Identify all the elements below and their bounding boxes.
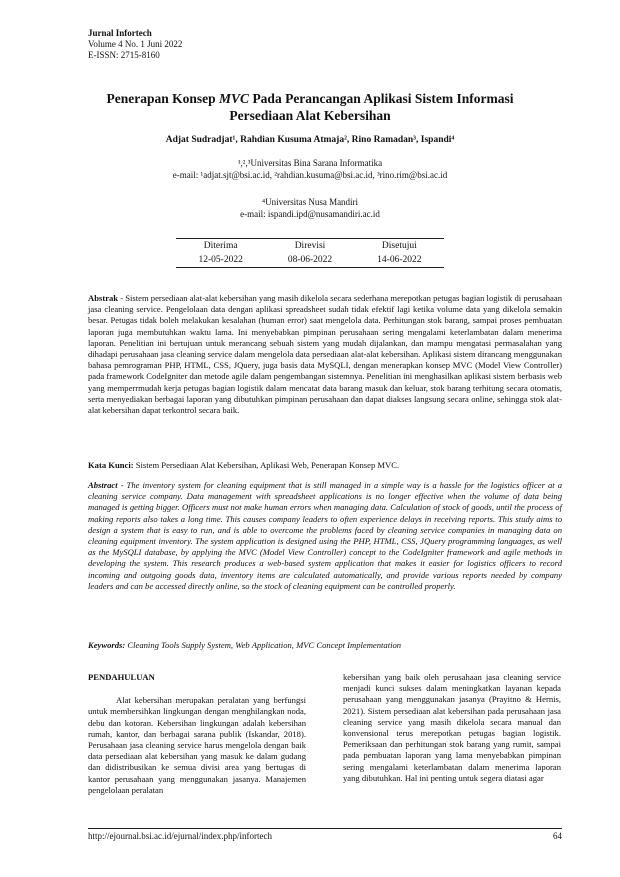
date-revised: 08-06-2022 bbox=[287, 255, 333, 265]
date-header-approved: Disetujui bbox=[381, 241, 417, 251]
affiliation-2 bbox=[60, 196, 560, 220]
affiliation-1-email: e-mail: ¹adjat.sjt@bsi.ac.id, ²rahdian.kusuma@bsi.ac.id, ³rino.rim@bsi.ac.id bbox=[172, 170, 448, 180]
date-approved: 14-06-2022 bbox=[377, 255, 422, 265]
kata-kunci-text: Sistem Persediaan Alat Kebersihan, Aplikasi Web, Penerapan Konsep MVC. bbox=[133, 460, 400, 470]
journal-issn: E-ISSN: 2715-8160 bbox=[88, 50, 160, 60]
page-footer bbox=[88, 828, 562, 841]
affiliation-2-name: ⁴Universitas Nusa Mandiri bbox=[261, 197, 359, 207]
title-part-1: Penerapan Konsep bbox=[106, 91, 220, 106]
affiliation-2-email: e-mail: ispandi.ipd@nusamandiri.ac.id bbox=[240, 209, 380, 219]
body-paragraph-left: Alat kebersihan merupakan peralatan yang berfungsi untuk membersihkan lingkungan dengan menghilangkan noda, debu dan kotoran. Kebersihan lingkungan adalah kebersihan rumah, kantor, dan berbagai sarana publik (Iskandar, 2018). Perusahaan jasa cleaning service harus mengelola dengan baik data persediaan alat kebersihan yang masuk ke dalam gudang dan didistribusikan ke semua divisi area yang bertugas di kantor perusahaan yang menggunakan jasanya. Manajemen pengelolaan peralatan bbox=[88, 695, 306, 795]
title-part-2: Pada Perancangan Aplikasi Sistem Informasi Persediaan Alat Kebersihan bbox=[229, 91, 514, 123]
affiliation-1 bbox=[60, 157, 560, 181]
body-column-right bbox=[343, 672, 561, 784]
journal-volume: Volume 4 No. 1 Juni 2022 bbox=[88, 39, 183, 49]
author-list: Adjat Sudradjat¹, Rahdian Kusuma Atmaja², Rino Ramadan³, Ispandi⁴ bbox=[165, 135, 455, 145]
affiliation-1-name: ¹,²,³Universitas Bina Sarana Informatika bbox=[237, 158, 383, 168]
abstrak-text: - Sistem persediaan alat-alat kebersihan yang masih dikelola secara sederhana merepotkan petugas bagian logistik di perusahaan jasa cleaning service. Pengelolaan data dengan aplikasi spreadsheet sudah tidak efektif lagi ketika volume data yang dikelola semakin besar. Petugas tidak boleh melakukan kesalahan (human error) saat mengelola data. Perhitungan stok barang, sampai proses pembuatan laporan juga membutuhkan waktu lama. Ini menyebabkan pimpinan perusahaan sering mengalami keterlambatan dalam menerima laporan. Penelitian ini bertujuan untuk merancang sebuah sistem yang mudah dijalankan, dan mampu mengatasi permasalahan yang dihadapi perusahaan jasa cleaning service dalam mengelola data persediaan alat-alat kebersihan. Aplikasi sistem dirancang menggunakan bahasa pemrograman PHP, HTML, CSS, JQuery, juga basis data MySQLI, dengan menerapkan konsep MVC (Model View Controller) pada framework CodeIgniter dan metode agile dalam pengembangan sistemnya. Penelitian ini menghasilkan aplikasi sistem berbasis web yang memperrmudah kerja petugas bagian logistik dalam mencatat data barang masuk dan keluar, stok barang terhitung secara otomatis, serta menyediakan berbagai laporan yang dibutuhkan pimpinan perusahaan dan dapat diakses langsung secara online, sehingga stok alat-alat kebersihan dapat terkontrol secara baik. bbox=[88, 293, 562, 416]
paper-title bbox=[80, 90, 540, 124]
date-received: 12-05-2022 bbox=[198, 255, 243, 265]
page-number: 64 bbox=[553, 831, 562, 841]
journal-header bbox=[88, 28, 182, 61]
section-heading: PENDAHULUAN bbox=[88, 672, 155, 682]
body-column-left bbox=[88, 672, 306, 796]
footer-url[interactable]: http://ejournal.bsi.ac.id/ejurnal/index.php/infortech bbox=[88, 831, 272, 841]
date-header-received: Diterima bbox=[203, 241, 238, 251]
keywords-label: Keywords: bbox=[88, 640, 126, 650]
journal-name: Jurnal Infortech bbox=[88, 28, 152, 38]
abstract-label: Abstract bbox=[88, 480, 118, 490]
body-paragraph-right: kebersihan yang baik oleh perusahaan jasa cleaning service menjadi kunci sukses dalam meningkatkan layanan kepada perusahaan yang menggunakan jasanya (Prayitno & Hernis, 2021). Sistem persediaan alat kebersihan pada perusahaan jasa cleaning service yang masih dikelola secara manual dan konvensional terus merepotkan petugas bagian logistik. Pemeriksaan dan perhitungan stok barang yang rumit, sampai pada pembuatan laporan yang lama menyebabkan pimpinan sering mengalami keterlambatan dalam menerima laporan yang dibutuhkan. Hal ini penting untuk segera diatasi agar bbox=[343, 672, 561, 783]
keywords-text: Cleaning Tools Supply System, Web Application, MVC Concept Implementation bbox=[125, 640, 402, 650]
kata-kunci-paragraph bbox=[88, 460, 562, 471]
keywords-paragraph bbox=[88, 640, 562, 651]
kata-kunci-label: Kata Kunci: bbox=[88, 460, 134, 470]
submission-dates-table bbox=[176, 238, 444, 268]
date-header-revised: Direvisi bbox=[294, 241, 326, 251]
abstrak-label: Abstrak bbox=[88, 293, 119, 303]
abstract-paragraph bbox=[88, 480, 562, 592]
title-italic-mvc: MVC bbox=[219, 91, 250, 106]
abstract-text: - The inventory system for cleaning equipment that is still managed in a simple way is a hassle for the logistics officer at a cleaning service company. Data management with spreadsheet applications is no longer effective when the volume of data being managed is getting bigger. Officers must not make human errors when managing data. Calculation of stock of goods, until the process of making reports also takes a long time. This causes company leaders to often experience delays in receiving reports. This study aims to design a system that is easy to run, and is able to overcome the problems faced by cleaning service companies in managing data on cleaning equipment inventory. The system application is designed using the PHP, HTML, CSS, JQuery programming languages, as well as the MySQLI database, by applying the MVC (Model View Controller) concept to the CodeIgniter framework and agile methods in developing the system. This research produces a web-based system application that makes it easier for logistics officers to record incoming and outgoing goods data, inventory items are calculated automatically, and provide various reports needed by company leaders and can be accessed directly online, so the stock of cleaning equipment can be controlled properly. bbox=[88, 480, 562, 591]
abstrak-paragraph bbox=[88, 293, 562, 416]
